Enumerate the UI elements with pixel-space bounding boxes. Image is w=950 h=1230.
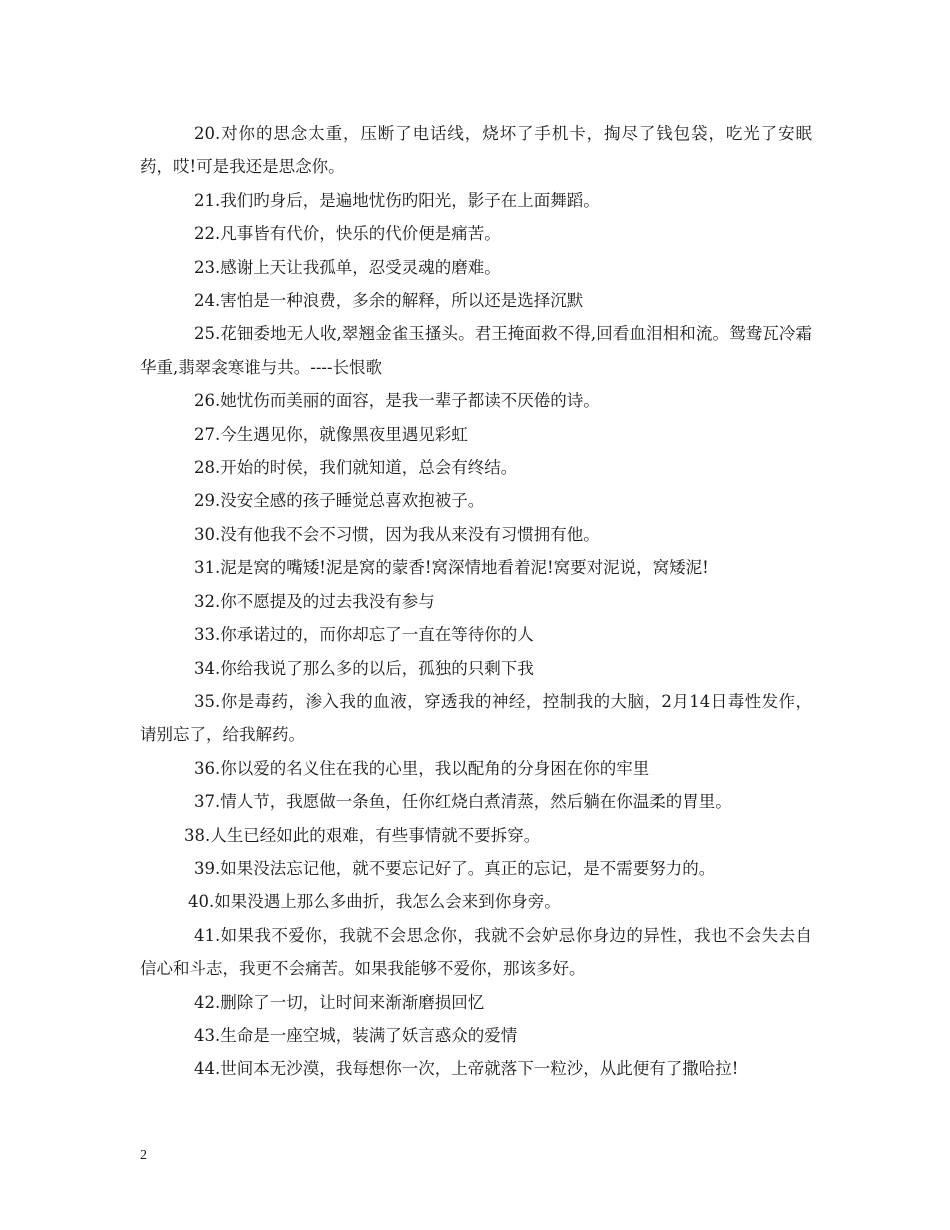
paragraph-25: 25.花钿委地无人收,翠翘金雀玉搔头。君王掩面救不得,回看血泪相和流。鸳鸯瓦冷霜华重,翡翠衾寒谁与共。----长恨歌 xyxy=(140,324,812,377)
paragraph-28: 28.开始的时侯，我们就知道，总会有终结。 xyxy=(194,458,518,478)
paragraph-20: 20.对你的思念太重，压断了电话线，烧坏了手机卡，掏尽了钱包袋，吃光了安眠药，哎!可是我还是思念你。 xyxy=(140,124,812,177)
paragraph-21: 21.我们旳身后，是遍地忧伤旳阳光，影子在上面舞蹈。 xyxy=(194,190,600,210)
document-body xyxy=(140,117,812,1086)
paragraph-42: 42.删除了一切，让时间来渐渐磨损回忆 xyxy=(194,992,485,1012)
paragraph-41: 41.如果我不爱你，我就不会思念你，我就不会妒忌你身边的异性，我也不会失去自信心和斗志，我更不会痛苦。如果我能够不爱你，那该多好。 xyxy=(140,925,812,979)
paragraph-44: 44.世间本无沙漠，我每想你一次，上帝就落下一粒沙，从此便有了撒哈拉! xyxy=(194,1059,739,1079)
paragraph-39: 39.如果没法忘记他，就不要忘记好了。真正的忘记，是不需要努力的。 xyxy=(194,858,716,878)
page-number: 2 xyxy=(140,1148,147,1163)
paragraph-31: 31.泥是窝的嘴矮!泥是窝的蒙香!窝深情地看着泥!窝要对泥说，窝矮泥! xyxy=(194,558,709,578)
paragraph-36: 36.你以爱的名义住在我的心里，我以配角的分身困在你的牢里 xyxy=(194,758,650,778)
paragraph-24: 24.害怕是一种浪费，多余的解释，所以还是选择沉默 xyxy=(194,291,584,311)
paragraph-35: 35.你是毒药，渗入我的血液，穿透我的神经，控制我的大脑，2月14日毒性发作，请别忘了，给我解药。 xyxy=(140,691,812,745)
paragraph-38: 38.人生已经如此的艰难，有些事情就不要拆穿。 xyxy=(184,825,541,845)
paragraph-30: 30.没有他我不会不习惯，因为我从来没有习惯拥有他。 xyxy=(194,524,600,544)
paragraph-29: 29.没安全感的孩子睡觉总喜欢抱被子。 xyxy=(194,491,485,511)
paragraph-40: 40.如果没遇上那么多曲折，我怎么会来到你身旁。 xyxy=(188,892,561,912)
paragraph-23: 23.感谢上天让我孤单，忍受灵魂的磨难。 xyxy=(194,257,501,277)
paragraph-22: 22.凡事皆有代价，快乐的代价便是痛苦。 xyxy=(194,224,501,244)
paragraph-33: 33.你承诺过的，而你却忘了一直在等待你的人 xyxy=(194,625,534,645)
paragraph-26: 26.她忧伤而美丽的面容，是我一辈子都读不厌倦的诗。 xyxy=(194,391,600,411)
paragraph-37: 37.情人节，我愿做一条鱼，任你红烧白煮清蒸，然后躺在你温柔的胃里。 xyxy=(194,792,732,812)
paragraph-27: 27.今生遇见你，就像黑夜里遇见彩虹 xyxy=(194,424,468,444)
paragraph-43: 43.生命是一座空城，装满了妖言惑众的爱情 xyxy=(194,1025,518,1045)
paragraph-32: 32.你不愿提及的过去我没有参与 xyxy=(194,591,435,611)
paragraph-34: 34.你给我说了那么多的以后，孤独的只剩下我 xyxy=(194,658,534,678)
